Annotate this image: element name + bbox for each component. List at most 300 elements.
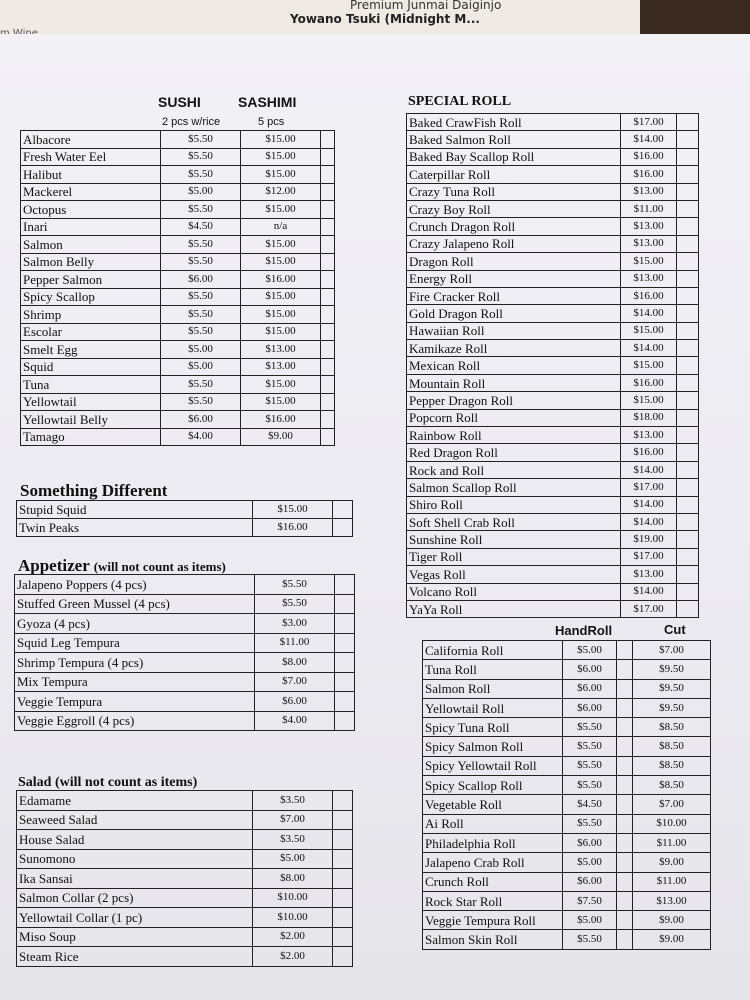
menu-row — [17, 519, 353, 537]
menu-row — [407, 427, 699, 444]
empty-cell — [677, 496, 699, 513]
salad-section — [16, 790, 353, 967]
sushi-price: $5.50 — [161, 253, 241, 271]
empty-cell — [617, 698, 633, 717]
item-name: Spicy Scallop — [21, 288, 161, 306]
sashimi-price: $15.00 — [241, 131, 321, 149]
empty-cell — [677, 374, 699, 391]
sushi-price: $5.50 — [161, 323, 241, 341]
empty-cell — [617, 833, 633, 852]
sashimi-price: $15.00 — [241, 148, 321, 166]
sashimi-price: $15.00 — [241, 201, 321, 219]
menu-row — [423, 756, 711, 775]
menu-row — [21, 201, 335, 219]
empty-cell — [321, 323, 335, 341]
something-different-title: Something Different — [20, 481, 168, 500]
item-name: Stuffed Green Mussel (4 pcs) — [15, 594, 255, 614]
item-name: Tuna — [21, 376, 161, 394]
item-name: Crunch Roll — [423, 872, 563, 891]
sushi-price: $4.00 — [161, 428, 241, 446]
item-price: $3.50 — [253, 791, 333, 811]
menu-row — [407, 444, 699, 461]
item-name: Mountain Roll — [407, 374, 621, 391]
empty-cell — [335, 614, 355, 634]
item-name: Tamago — [21, 428, 161, 446]
menu-row — [407, 496, 699, 513]
empty-cell — [677, 600, 699, 617]
empty-cell — [617, 795, 633, 814]
item-name: Pepper Dragon Roll — [407, 392, 621, 409]
item-name: Philadelphia Roll — [423, 833, 563, 852]
empty-cell — [617, 853, 633, 872]
handroll-price: $5.50 — [563, 718, 617, 737]
appetizer-section — [14, 574, 355, 731]
item-price: $17.00 — [621, 114, 677, 131]
menu-row — [15, 575, 355, 595]
empty-cell — [333, 927, 353, 947]
empty-cell — [321, 183, 335, 201]
item-name: Salmon Scallop Roll — [407, 479, 621, 496]
menu-row — [17, 869, 353, 889]
cut-price: $8.50 — [633, 756, 711, 775]
cut-price: $10.00 — [633, 814, 711, 833]
item-price: $5.50 — [255, 594, 335, 614]
sashimi-price: $15.00 — [241, 166, 321, 184]
sashimi-price: $15.00 — [241, 306, 321, 324]
handroll-price: $5.50 — [563, 776, 617, 795]
menu-row — [407, 374, 699, 391]
cut-price: $9.00 — [633, 930, 711, 949]
item-price: $3.50 — [253, 830, 333, 850]
menu-row — [407, 479, 699, 496]
handroll-price: $5.50 — [563, 737, 617, 756]
empty-cell — [677, 461, 699, 478]
item-name: Gyoza (4 pcs) — [15, 614, 255, 634]
menu-row — [21, 341, 335, 359]
something-different-section — [16, 500, 353, 537]
item-price: $14.00 — [621, 513, 677, 530]
item-name: Yellowtail Roll — [423, 698, 563, 717]
item-name: Jalapeno Poppers (4 pcs) — [15, 575, 255, 595]
item-name: Tuna Roll — [423, 660, 563, 679]
item-name: Escolar — [21, 323, 161, 341]
handroll-header: HandRoll — [555, 623, 613, 638]
empty-cell — [617, 930, 633, 949]
item-price: $15.00 — [621, 357, 677, 374]
item-price: $2.00 — [253, 927, 333, 947]
menu-row — [407, 253, 699, 270]
item-price: $7.00 — [255, 672, 335, 692]
item-price: $13.00 — [621, 270, 677, 287]
item-name: Rainbow Roll — [407, 427, 621, 444]
empty-cell — [333, 830, 353, 850]
item-name: Albacore — [21, 131, 161, 149]
menu-row — [21, 358, 335, 376]
empty-cell — [677, 357, 699, 374]
menu-row — [407, 235, 699, 252]
empty-cell — [677, 479, 699, 496]
menu-row — [423, 814, 711, 833]
menu-row — [407, 322, 699, 339]
item-name: California Roll — [423, 641, 563, 660]
handroll-cut-table — [422, 640, 711, 950]
item-price: $2.00 — [253, 947, 333, 967]
sashimi-price: $15.00 — [241, 376, 321, 394]
item-name: Salmon Skin Roll — [423, 930, 563, 949]
item-name: Vegetable Roll — [423, 795, 563, 814]
cut-price: $11.00 — [633, 833, 711, 852]
menu-row — [407, 357, 699, 374]
item-price: $14.00 — [621, 583, 677, 600]
empty-cell — [677, 427, 699, 444]
empty-cell — [321, 306, 335, 324]
cut-price: $9.50 — [633, 698, 711, 717]
handroll-cut-section — [422, 640, 711, 950]
item-name: Steam Rice — [17, 947, 253, 967]
menu-row — [17, 908, 353, 928]
empty-cell — [677, 183, 699, 200]
empty-cell — [677, 513, 699, 530]
empty-cell — [333, 810, 353, 830]
item-name: Rock and Roll — [407, 461, 621, 478]
menu-row — [21, 183, 335, 201]
empty-cell — [677, 305, 699, 322]
menu-row — [407, 270, 699, 287]
menu-row — [15, 633, 355, 653]
handroll-price: $6.00 — [563, 872, 617, 891]
item-name: Vegas Roll — [407, 566, 621, 583]
item-price: $16.00 — [621, 374, 677, 391]
item-name: Fresh Water Eel — [21, 148, 161, 166]
item-price: $14.00 — [621, 305, 677, 322]
item-price: $3.00 — [255, 614, 335, 634]
item-name: Octopus — [21, 201, 161, 219]
item-name: Veggie Tempura Roll — [423, 911, 563, 930]
sushi-price: $5.00 — [161, 341, 241, 359]
item-price: $14.00 — [621, 131, 677, 148]
menu-row — [407, 548, 699, 565]
sushi-price: $5.50 — [161, 306, 241, 324]
menu-row — [21, 166, 335, 184]
item-name: YaYa Roll — [407, 600, 621, 617]
menu-row — [21, 236, 335, 254]
sushi-price: $5.50 — [161, 393, 241, 411]
menu-row — [407, 513, 699, 530]
menu-row — [15, 614, 355, 634]
empty-cell — [617, 872, 633, 891]
handroll-price: $6.00 — [563, 833, 617, 852]
cut-price: $9.50 — [633, 660, 711, 679]
menu-row — [423, 872, 711, 891]
menu-row — [21, 306, 335, 324]
item-name: Edamame — [17, 791, 253, 811]
empty-cell — [335, 692, 355, 712]
empty-cell — [321, 253, 335, 271]
empty-cell — [321, 393, 335, 411]
empty-cell — [321, 411, 335, 429]
item-name: Rock Star Roll — [423, 891, 563, 910]
sushi-price: $5.50 — [161, 288, 241, 306]
menu-row — [17, 791, 353, 811]
handroll-price: $5.50 — [563, 930, 617, 949]
item-price: $13.00 — [621, 218, 677, 235]
empty-cell — [617, 911, 633, 930]
sashimi-price: $13.00 — [241, 358, 321, 376]
item-name: Yellowtail — [21, 393, 161, 411]
empty-cell — [677, 444, 699, 461]
sushi-price: $5.50 — [161, 131, 241, 149]
item-name: Yellowtail Belly — [21, 411, 161, 429]
menu-row — [423, 833, 711, 852]
empty-cell — [617, 756, 633, 775]
appetizer-title-text: Appetizer — [18, 556, 90, 575]
item-name: Tiger Roll — [407, 548, 621, 565]
item-name: Ika Sansai — [17, 869, 253, 889]
item-name: Jalapeno Crab Roll — [423, 853, 563, 872]
menu-row — [407, 340, 699, 357]
sushi-price: $5.00 — [161, 183, 241, 201]
sushi-price: $6.00 — [161, 411, 241, 429]
sashimi-price: $15.00 — [241, 323, 321, 341]
menu-row — [407, 114, 699, 131]
menu-row — [21, 271, 335, 289]
appetizer-table — [14, 574, 355, 731]
special-roll-title: SPECIAL ROLL — [408, 94, 512, 109]
empty-cell — [677, 531, 699, 548]
empty-cell — [677, 200, 699, 217]
empty-cell — [335, 672, 355, 692]
cut-price: $7.00 — [633, 795, 711, 814]
background-text: Premium Junmai Daiginjo — [350, 0, 502, 12]
item-name: Baked Salmon Roll — [407, 131, 621, 148]
item-price: $11.00 — [255, 633, 335, 653]
item-price: $4.00 — [255, 711, 335, 731]
sushi-price: $5.50 — [161, 376, 241, 394]
empty-cell — [617, 718, 633, 737]
item-price: $15.00 — [621, 253, 677, 270]
empty-cell — [617, 679, 633, 698]
cut-price: $13.00 — [633, 891, 711, 910]
sashimi-price: $13.00 — [241, 341, 321, 359]
item-price: $11.00 — [621, 200, 677, 217]
menu-row — [423, 911, 711, 930]
sashimi-price: $15.00 — [241, 393, 321, 411]
empty-cell — [617, 776, 633, 795]
sushi-price: $5.50 — [161, 201, 241, 219]
menu-row — [423, 660, 711, 679]
item-price: $5.00 — [253, 849, 333, 869]
menu-row — [407, 166, 699, 183]
menu-row — [423, 930, 711, 949]
item-name: House Salad — [17, 830, 253, 850]
menu-row — [407, 409, 699, 426]
empty-cell — [333, 791, 353, 811]
menu-row — [407, 148, 699, 165]
empty-cell — [617, 660, 633, 679]
empty-cell — [333, 947, 353, 967]
empty-cell — [677, 322, 699, 339]
empty-cell — [321, 288, 335, 306]
empty-cell — [321, 376, 335, 394]
empty-cell — [677, 235, 699, 252]
item-price: $17.00 — [621, 479, 677, 496]
item-price: $6.00 — [255, 692, 335, 712]
item-name: Crazy Boy Roll — [407, 200, 621, 217]
empty-cell — [335, 711, 355, 731]
menu-row — [21, 376, 335, 394]
menu-row — [21, 253, 335, 271]
sashimi-price: $9.00 — [241, 428, 321, 446]
item-name: Veggie Eggroll (4 pcs) — [15, 711, 255, 731]
item-price: $16.00 — [621, 148, 677, 165]
menu-row — [423, 776, 711, 795]
empty-cell — [617, 891, 633, 910]
empty-cell — [321, 428, 335, 446]
empty-cell — [677, 287, 699, 304]
item-price: $16.00 — [621, 287, 677, 304]
handroll-price: $4.50 — [563, 795, 617, 814]
item-name: Crazy Jalapeno Roll — [407, 235, 621, 252]
salad-title: Salad (will not count as items) — [18, 775, 198, 790]
menu-row — [407, 600, 699, 617]
item-name: Sunshine Roll — [407, 531, 621, 548]
cut-price: $11.00 — [633, 872, 711, 891]
item-name: Veggie Tempura — [15, 692, 255, 712]
menu-row — [21, 218, 335, 236]
menu-row — [15, 711, 355, 731]
item-price: $5.50 — [255, 575, 335, 595]
item-name: Gold Dragon Roll — [407, 305, 621, 322]
item-price: $14.00 — [621, 496, 677, 513]
menu-row — [423, 891, 711, 910]
item-name: Ai Roll — [423, 814, 563, 833]
handroll-price: $5.50 — [563, 814, 617, 833]
empty-cell — [335, 633, 355, 653]
sashimi-price: $16.00 — [241, 411, 321, 429]
appetizer-note: (will not count as items) — [93, 559, 226, 574]
empty-cell — [333, 501, 353, 519]
item-name: Twin Peaks — [17, 519, 253, 537]
item-price: $15.00 — [253, 501, 333, 519]
empty-cell — [335, 594, 355, 614]
item-name: Mackerel — [21, 183, 161, 201]
item-name: Energy Roll — [407, 270, 621, 287]
menu-row — [407, 305, 699, 322]
item-price: $13.00 — [621, 566, 677, 583]
special-roll-section — [406, 113, 699, 618]
sushi-subheader: 2 pcs w/rice — [162, 116, 221, 128]
menu-row — [407, 131, 699, 148]
empty-cell — [617, 737, 633, 756]
menu-row — [423, 795, 711, 814]
handroll-price: $6.00 — [563, 698, 617, 717]
item-name: Mix Tempura — [15, 672, 255, 692]
item-name: Seaweed Salad — [17, 810, 253, 830]
sushi-price: $5.00 — [161, 358, 241, 376]
empty-cell — [321, 341, 335, 359]
empty-cell — [335, 575, 355, 595]
menu-row — [17, 501, 353, 519]
item-name: Salmon — [21, 236, 161, 254]
cut-price: $8.50 — [633, 776, 711, 795]
item-name: Pepper Salmon — [21, 271, 161, 289]
item-price: $16.00 — [621, 166, 677, 183]
item-price: $7.00 — [253, 810, 333, 830]
empty-cell — [617, 641, 633, 660]
empty-cell — [321, 271, 335, 289]
item-name: Mexican Roll — [407, 357, 621, 374]
sushi-sashimi-section — [20, 130, 335, 446]
menu-row — [407, 583, 699, 600]
item-price: $14.00 — [621, 461, 677, 478]
menu-row — [15, 672, 355, 692]
cut-price: $9.50 — [633, 679, 711, 698]
empty-cell — [677, 218, 699, 235]
item-name: Crazy Tuna Roll — [407, 183, 621, 200]
item-price: $17.00 — [621, 600, 677, 617]
item-name: Dragon Roll — [407, 253, 621, 270]
item-name: Baked CrawFish Roll — [407, 114, 621, 131]
item-price: $13.00 — [621, 427, 677, 444]
item-name: Hawaiian Roll — [407, 322, 621, 339]
menu-row — [423, 853, 711, 872]
salad-table — [16, 790, 353, 967]
item-name: Squid — [21, 358, 161, 376]
menu-row — [407, 392, 699, 409]
item-name: Stupid Squid — [17, 501, 253, 519]
item-name: Inari — [21, 218, 161, 236]
empty-cell — [321, 236, 335, 254]
empty-cell — [677, 148, 699, 165]
empty-cell — [335, 653, 355, 673]
item-name: Spicy Scallop Roll — [423, 776, 563, 795]
sushi-header: SUSHI — [158, 94, 201, 110]
background-text: Yowano Tsuki (Midnight M... — [290, 12, 480, 26]
empty-cell — [617, 814, 633, 833]
item-name: Red Dragon Roll — [407, 444, 621, 461]
empty-cell — [321, 166, 335, 184]
empty-cell — [321, 358, 335, 376]
menu-row — [21, 288, 335, 306]
empty-cell — [677, 270, 699, 287]
menu-row — [423, 698, 711, 717]
item-price: $15.00 — [621, 322, 677, 339]
menu-row — [15, 594, 355, 614]
item-price: $19.00 — [621, 531, 677, 548]
sushi-price: $5.50 — [161, 148, 241, 166]
item-name: Spicy Salmon Roll — [423, 737, 563, 756]
item-price: $17.00 — [621, 548, 677, 565]
item-price: $18.00 — [621, 409, 677, 426]
item-price: $16.00 — [621, 444, 677, 461]
empty-cell — [321, 148, 335, 166]
empty-cell — [321, 201, 335, 219]
menu-row — [423, 737, 711, 756]
menu-row — [407, 287, 699, 304]
item-name: Smelt Egg — [21, 341, 161, 359]
item-name: Salmon Collar (2 pcs) — [17, 888, 253, 908]
menu-row — [21, 148, 335, 166]
sushi-price: $5.50 — [161, 166, 241, 184]
sashimi-price: $15.00 — [241, 236, 321, 254]
item-name: Squid Leg Tempura — [15, 633, 255, 653]
cut-price: $9.00 — [633, 911, 711, 930]
appetizer-title — [18, 556, 226, 576]
empty-cell — [677, 253, 699, 270]
item-price: $10.00 — [253, 908, 333, 928]
empty-cell — [677, 392, 699, 409]
menu-row — [407, 531, 699, 548]
